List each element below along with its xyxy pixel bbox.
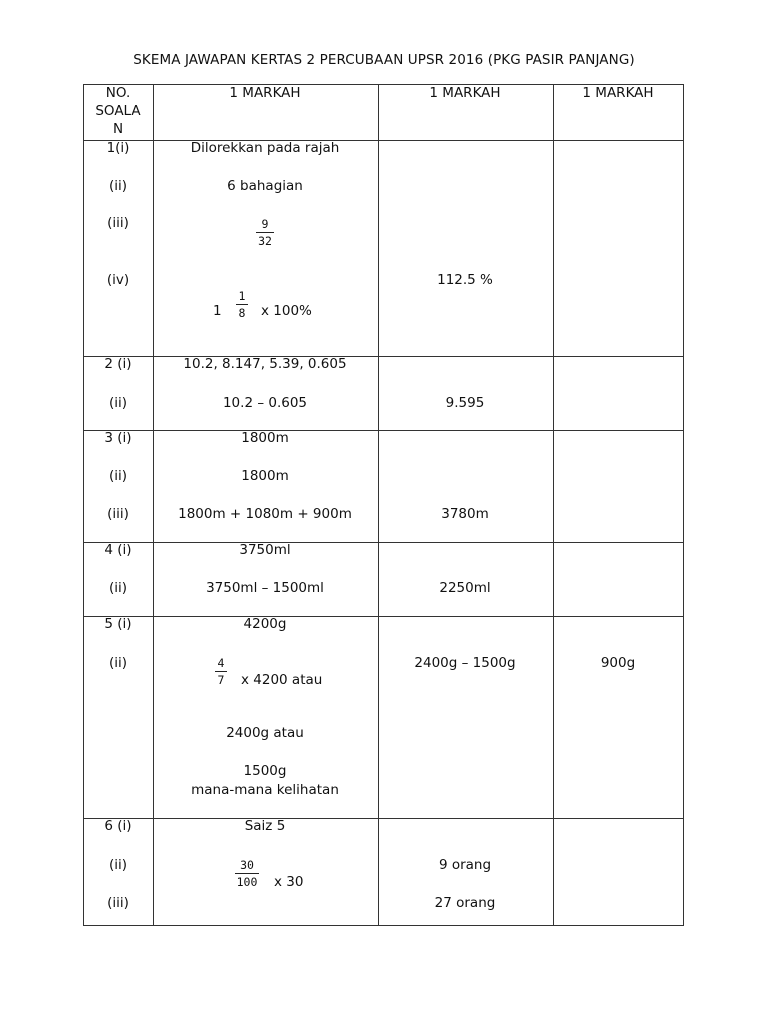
question-number: (ii) [108,178,128,194]
answer-text: 1800m [241,430,289,446]
answer-text: 1800m [241,468,289,484]
fraction-bar [235,873,259,874]
question-number: 1(i) [106,140,130,156]
header-text: SOALA [95,103,141,119]
question-number: (ii) [108,655,128,671]
fraction-denominator: 100 [236,875,258,889]
question-number: (ii) [108,580,128,596]
answer-text: 3750ml [239,542,291,558]
answer-text: 4200g [243,616,287,632]
answer-text: x 30 [274,874,304,890]
answer-text: mana-mana kelihatan [191,782,339,798]
fraction-numerator: 4 [217,656,225,670]
fraction [235,858,259,889]
question-number: 2 (i) [104,356,132,372]
working-text: 2250ml [439,580,491,596]
answer-text: 2400g atau [226,725,304,741]
question-number: 3 (i) [104,430,132,446]
header-text: N [112,121,124,137]
fraction-denominator: 7 [217,673,225,687]
fraction-numerator: 30 [240,858,254,872]
answer-text: x 100% [261,303,312,319]
answer-text: x 4200 atau [241,672,323,688]
fraction-bar [236,304,248,305]
working-text: 3780m [441,506,489,522]
answer-text: Dilorekkan pada rajah [190,140,340,156]
column-divider [553,85,554,925]
header-question-number [84,84,152,138]
question-number: (ii) [108,395,128,411]
fraction [215,656,227,687]
whole-number: 1 [213,303,222,319]
header-text: NO. [105,85,131,101]
header-mark-2: 1 MARKAH [429,85,501,101]
question-number: (ii) [108,468,128,484]
question-number: (ii) [108,857,128,873]
answer-text: 10.2, 8.147, 5.39, 0.605 [183,356,347,372]
question-number: 5 (i) [104,616,132,632]
final-answer-text: 900g [600,655,636,671]
fraction [236,289,248,320]
question-number: 6 (i) [104,818,132,834]
fraction-bar [256,232,274,233]
working-text: 27 orang [434,895,496,911]
answer-text: 1500g [243,763,287,779]
fraction-bar [215,671,227,672]
header-mark-1: 1 MARKAH [229,85,301,101]
fraction-numerator: 9 [261,217,269,231]
question-number: (iii) [107,215,129,231]
fraction-denominator: 32 [258,234,272,248]
working-text: 9.595 [445,395,485,411]
answer-text: Saiz 5 [244,818,286,834]
question-number: (iii) [107,895,129,911]
answer-text: 3750ml – 1500ml [206,580,324,596]
working-text: 9 orang [438,857,492,873]
working-text: 112.5 % [437,272,493,288]
working-text: 2400g – 1500g [414,655,516,671]
fraction-denominator: 8 [238,306,246,320]
answer-text: 10.2 – 0.605 [222,395,308,411]
question-number: 4 (i) [104,542,132,558]
answer-text: 1800m + 1080m + 900m [178,506,352,522]
question-number: (iii) [107,506,129,522]
header-mark-3: 1 MARKAH [582,85,654,101]
question-number: (iv) [106,272,130,288]
fraction [256,217,274,248]
fraction-numerator: 1 [238,289,246,303]
answer-text: 6 bahagian [227,178,303,194]
page-title: SKEMA JAWAPAN KERTAS 2 PERCUBAAN UPSR 2016 (PKG PASIR PANJANG) [133,52,635,68]
